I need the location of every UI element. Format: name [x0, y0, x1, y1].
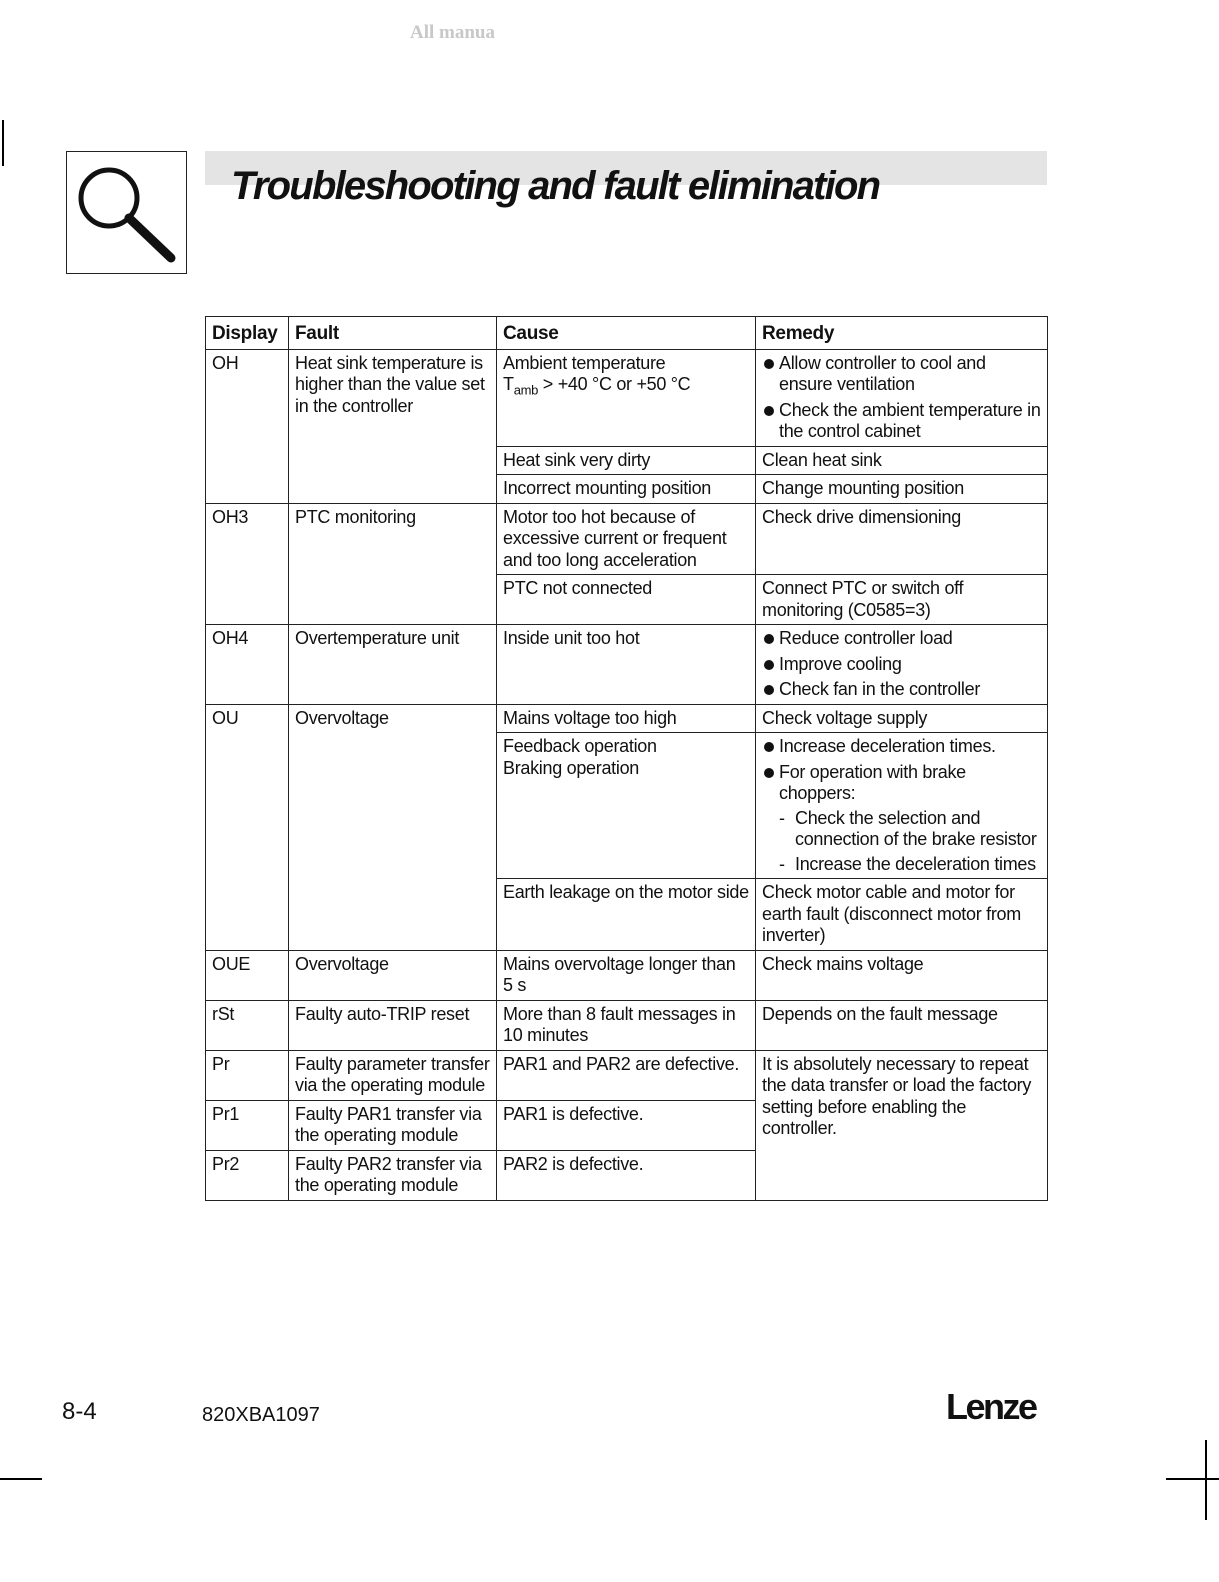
display-code: Pr2: [206, 1150, 289, 1200]
display-code: Pr: [206, 1050, 289, 1100]
remedy-text: Change mounting position: [756, 475, 1048, 504]
fault-text: PTC monitoring: [289, 503, 497, 625]
crop-mark-bottom-right-h: [1166, 1478, 1219, 1480]
table-row: [206, 503, 1048, 575]
table-row: [206, 950, 1048, 1000]
cause-text: Motor too hot because of excessive current or frequent and too long acceleration: [497, 503, 756, 575]
remedy-bullet: Increase deceleration times.: [762, 736, 1041, 758]
remedy-bullet: Check the ambient temperature in the control cabinet: [762, 400, 1041, 443]
cause-text: More than 8 fault messages in 10 minutes: [497, 1000, 756, 1050]
cause-line: Feedback operation: [503, 736, 657, 756]
cause-text: PAR1 is defective.: [497, 1100, 756, 1150]
cause-text: [497, 349, 756, 446]
fault-text: Faulty parameter transfer via the operating module: [289, 1050, 497, 1100]
remedy-text: Clean heat sink: [756, 446, 1048, 475]
page-title: Troubleshooting and fault elimination: [231, 164, 880, 208]
remedy-text: Check drive dimensioning: [756, 503, 1048, 575]
remedy-text: [756, 349, 1048, 446]
cause-text: Earth leakage on the motor side: [497, 879, 756, 951]
cause-condition: > +40 °C or +50 °C: [538, 374, 691, 394]
remedy-sub-item: - Check the selection and connection of the brake resistor: [762, 808, 1041, 851]
table-row: [206, 625, 1048, 705]
cause-text: Mains overvoltage longer than 5 s: [497, 950, 756, 1000]
header-remedy: Remedy: [756, 317, 1048, 350]
remedy-text: [756, 625, 1048, 705]
table-row: [206, 1050, 1048, 1100]
page-number: 8-4: [62, 1398, 97, 1425]
cause-text: PAR2 is defective.: [497, 1150, 756, 1200]
section-icon-box: [66, 151, 187, 274]
document-code: 820XBA1097: [202, 1404, 320, 1426]
remedy-text: Check mains voltage: [756, 950, 1048, 1000]
cause-line: Ambient temperature: [503, 352, 666, 373]
fault-text: Faulty auto-TRIP reset: [289, 1000, 497, 1050]
display-code: Pr1: [206, 1100, 289, 1150]
fault-text: Faulty PAR2 transfer via the operating module: [289, 1150, 497, 1200]
table-row: [206, 349, 1048, 446]
crop-mark-top-left: [2, 120, 4, 166]
remedy-sub-item: - Increase the deceleration times: [762, 854, 1041, 876]
fault-text: Overvoltage: [289, 704, 497, 950]
cause-symbol: T: [503, 374, 514, 394]
display-code: OH4: [206, 625, 289, 705]
crop-mark-bottom-right-v: [1205, 1440, 1207, 1520]
brand-logo: Lenze: [946, 1386, 1036, 1427]
cause-text: [497, 733, 756, 879]
crop-mark-bottom-left: [0, 1478, 42, 1480]
cause-text: Inside unit too hot: [497, 625, 756, 705]
remedy-text: Depends on the fault message: [756, 1000, 1048, 1050]
cause-text: Mains voltage too high: [497, 704, 756, 733]
cause-subscript: amb: [513, 382, 539, 398]
cause-text: Heat sink very dirty: [497, 446, 756, 475]
table-row: [206, 1000, 1048, 1050]
remedy-text: It is absolutely necessary to repeat the data transfer or load the factory setting before enabling the controller.: [756, 1050, 1048, 1200]
remedy-text: Check voltage supply: [756, 704, 1048, 733]
display-code: OU: [206, 704, 289, 950]
fault-text: Heat sink temperature is higher than the value set in the controller: [289, 349, 497, 503]
remedy-text: [756, 733, 1048, 879]
cause-text: PAR1 and PAR2 are defective.: [497, 1050, 756, 1100]
remedy-bullet: Reduce controller load: [762, 628, 1041, 650]
header-fault: Fault: [289, 317, 497, 350]
fault-table: [205, 316, 1048, 1201]
cause-line: Braking operation: [503, 757, 639, 778]
display-code: OUE: [206, 950, 289, 1000]
cause-text: Incorrect mounting position: [497, 475, 756, 504]
cause-text: PTC not connected: [497, 575, 756, 625]
fault-text: Overtemperature unit: [289, 625, 497, 705]
remedy-bullet: For operation with brake choppers:: [762, 762, 1041, 805]
remedy-text: Connect PTC or switch off monitoring (C0585=3): [756, 575, 1048, 625]
header-display: Display: [206, 317, 289, 350]
remedy-bullet: Check fan in the controller: [762, 679, 1041, 701]
remedy-text: Check motor cable and motor for earth fault (disconnect motor from inverter): [756, 879, 1048, 951]
table-row: [206, 704, 1048, 733]
display-code: OH: [206, 349, 289, 503]
fault-text: Faulty PAR1 transfer via the operating module: [289, 1100, 497, 1150]
remedy-bullet: Allow controller to cool and ensure ventilation: [762, 353, 1041, 396]
table-header-row: [206, 317, 1048, 350]
fault-text: Overvoltage: [289, 950, 497, 1000]
magnifier-icon: [67, 152, 188, 275]
display-code: rSt: [206, 1000, 289, 1050]
remedy-bullet: Improve cooling: [762, 654, 1041, 676]
display-code: OH3: [206, 503, 289, 625]
watermark: All manua: [410, 22, 495, 43]
header-cause: Cause: [497, 317, 756, 350]
